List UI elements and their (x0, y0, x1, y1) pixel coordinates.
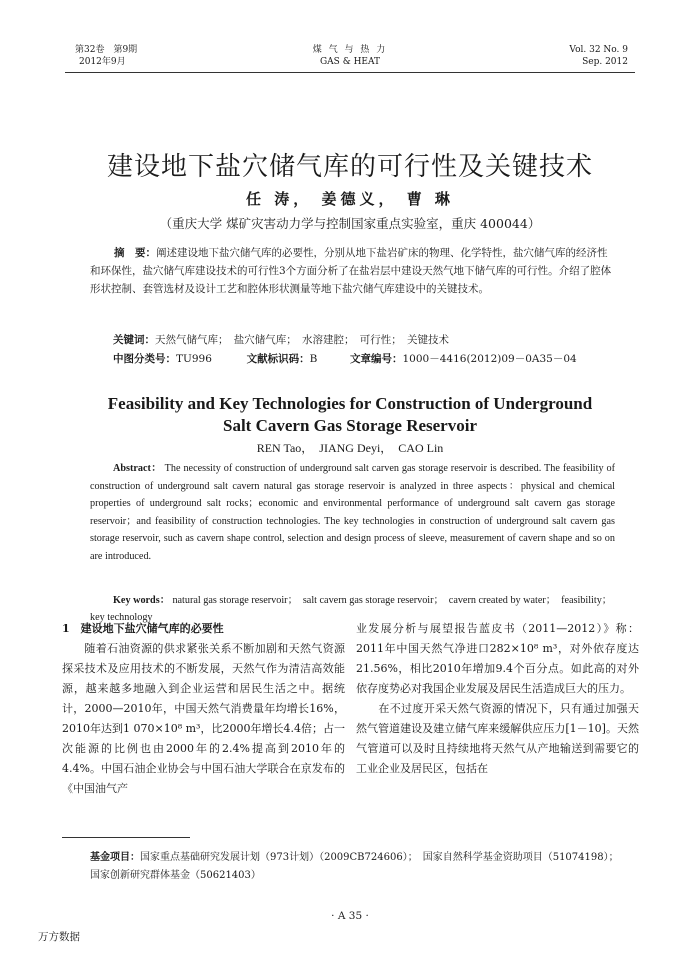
issue-date-en: Sep. 2012 (582, 57, 628, 67)
doc-code-value: B (309, 353, 318, 365)
keywords-cn-text: 天然气储气库； 盐穴储气库； 水溶建腔； 可行性； 关键技术 (155, 334, 449, 346)
body-paragraph (62, 639, 345, 799)
body-paragraph-continued: 业发展分析与展望报告蓝皮书（2011—2012）》称：2011年中国天然气净进口282×10⁸ m³，对外依存度达21.56%，相比2010年增加9.4个百分点。如此高的对外依存度势必对我国企业发展及居民生活造成巨大的压力。 (356, 622, 639, 695)
article-title-cn: 建设地下盐穴储气库的可行性及关键技术 (106, 152, 593, 182)
body-paragraph-text: 在不过度开采天然气资源的情况下，只有通过加强天然气管道建设及建立储气库来缓解供应压力[1－10]。天然气管道可以及时且持续地将天然气从产地输送到需要它的工业企业及居民区，包括在 (356, 702, 639, 775)
header-divider (65, 72, 635, 73)
journal-name-en: GAS & HEAT (319, 57, 381, 67)
abstract-cn (90, 244, 615, 298)
keywords-en-text: natural gas storage reservoir； salt cavern gas storage reservoir； cavern created by water； feasibility； key technology (90, 595, 618, 623)
issue-date-cn: 2012年9月 (79, 57, 126, 67)
body-paragraph-text: 随着石油资源的供求紧张关系不断加剧和天然气资源探采技术及应用技术的不断发展，天然气作为清洁高效能源，越来越多地融入到企业运营和居民生活之中。据统计，2000—2010年，中国天然气消费量年均增长16%，2010年达到1 070×10⁸ m³，比2000年增长4.4倍；占一次能源的比例也由2000年的2.4%提高到2010年的4.4%。中国石油企业协会与中国石油大学联合在京发布的《中国油气产 (62, 642, 345, 795)
section-heading: 1 建设地下盐穴储气库的必要性 (62, 622, 224, 635)
article-title-en (0, 393, 700, 437)
classification-line (113, 350, 577, 368)
article-title-en-line1: Feasibility and Key Technologies for Construction of Underground (107, 394, 593, 413)
footnote-divider (62, 837, 190, 838)
authors-cn: 任 涛， 姜德义， 曹 琳 (246, 190, 454, 208)
body-column-right (356, 619, 639, 779)
article-no-label: 文章编号： (350, 353, 403, 365)
authors-en: REN Tao， JIANG Deyi， CAO Lin (256, 441, 444, 455)
clc-value: TU996 (176, 353, 212, 365)
keywords-en-label: Key words： (113, 595, 170, 606)
watermark: 万方数据 (38, 931, 80, 943)
journal-volume-en-header (569, 44, 628, 68)
journal-name-cn: 煤 气 与 热 力 (312, 45, 388, 55)
keywords-cn-label: 关键词： (113, 334, 155, 346)
doc-code-label: 文献标识码： (246, 353, 310, 365)
funding-label: 基金项目： (90, 852, 140, 863)
funding-footnote (90, 849, 630, 885)
article-no-value: 1000－4416(2012)09－0A35－04 (402, 353, 577, 365)
abstract-en (90, 460, 615, 565)
abstract-cn-text: 阐述建设地下盐穴储气库的必要性，分别从地下盐岩矿床的物理、化学特性，盐穴储气库的经济性和环保性，盐穴储气库建设技术的可行性3个方面分析了在盐岩层中建设天然气地下储气库的可行性。介绍了腔体形状控制、套管选材及设计工艺和腔体形状测量等地下盐穴储气库建设中的关键技术。 (90, 247, 612, 295)
volume-issue-en: Vol. 32 No. 9 (569, 45, 628, 55)
affiliation-cn: （重庆大学 煤矿灾害动力学与控制国家重点实验室，重庆 400044） (159, 216, 541, 231)
page-number: · A 35 · (331, 910, 369, 922)
body-column-left (62, 619, 345, 799)
article-title-en-line2: Salt Cavern Gas Storage Reservoir (222, 416, 477, 435)
abstract-en-label: Abstract： (113, 463, 162, 474)
abstract-cn-label: 摘 要： (114, 247, 156, 259)
volume-issue: 第32卷 第9期 (75, 45, 138, 55)
body-paragraph (356, 699, 639, 779)
clc-label: 中图分类号： (113, 353, 176, 365)
abstract-en-text: The necessity of construction of underground salt carven gas storage reservoir is described. The feasibility of construction of underground salt cavern natural gas storage reservoir is analyzed in three aspects：physical and chemical properties of underground salt rocks；economic and environmental performance of underground salt cavern gas storage reservoir；and feasibility of construction technologies. The key technologies in construction of underground salt cavern gas storage reservoir, such as cavern shape control, selection and design process of sleeve, measurement of cavern shape and so on are introduced. (90, 463, 615, 562)
keywords-cn (113, 331, 449, 349)
funding-text: 国家重点基础研究发展计划（973计划）（2009CB724606）； 国家自然科学基金资助项目（51074198）； 国家创新研究群体基金（50621403） (90, 852, 624, 881)
